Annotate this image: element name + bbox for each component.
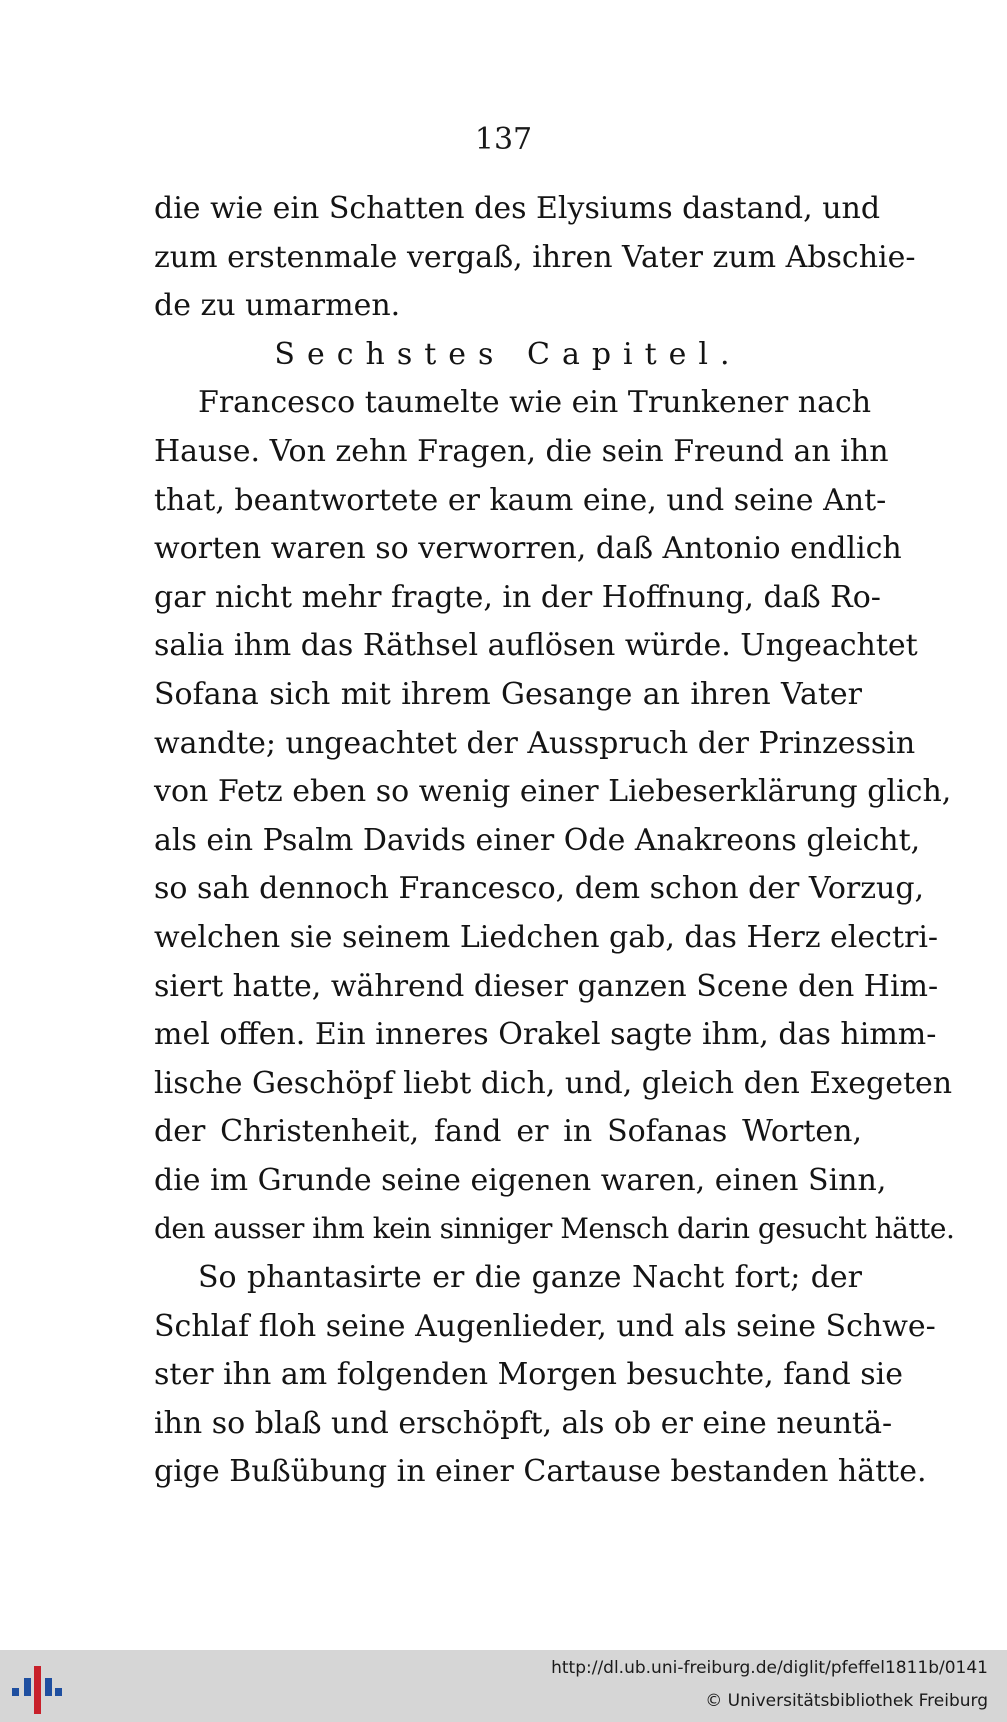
page-number: 137	[474, 122, 533, 157]
text-line: mel offen. Ein inneres Orakel sagte ihm, das himm-	[154, 1017, 937, 1053]
text-line: der Christenheit, fand er in Sofanas Worten,	[154, 1114, 862, 1150]
text-line: salia ihm das Räthsel auflösen würde. Ungeachtet	[154, 628, 918, 664]
text-line: So phantasirte er die ganze Nacht fort; der	[198, 1260, 862, 1296]
page-text	[154, 185, 955, 1497]
copyright-notice: © Universitätsbibliothek Freiburg	[705, 1691, 988, 1711]
text-line: Francesco taumelte wie ein Trunkener nach	[198, 385, 872, 421]
text-line: Schlaf floh seine Augenlieder, und als seine Schwe-	[154, 1308, 936, 1344]
text-line: die wie ein Schatten des Elysiums dastand, und	[154, 191, 881, 226]
text-line: ster ihn am folgenden Morgen besuchte, fand sie	[154, 1357, 903, 1393]
chapter-heading: Sechstes Capitel.	[274, 336, 742, 372]
text-line: that, beantwortete er kaum eine, und seine Ant-	[154, 482, 887, 518]
text-line: so sah dennoch Francesco, dem schon der Vorzug,	[154, 871, 925, 907]
text-line: siert hatte, während dieser ganzen Scene den Him-	[154, 968, 939, 1004]
text-line: die im Grunde seine eigenen waren, einen Sinn,	[154, 1162, 887, 1198]
text-line: ihn so blaß und erschöpft, als ob er eine neuntä-	[154, 1405, 893, 1441]
text-line: lische Geschöpf liebt dich, und, gleich den Exegeten	[154, 1065, 953, 1101]
text-line: worten waren so verworren, daß Antonio endlich	[154, 531, 902, 567]
text-line: den ausser ihm kein sinniger Mensch darin gesucht hätte.	[154, 1212, 955, 1246]
text-line: wandte; ungeachtet der Ausspruch der Prinzessin	[154, 725, 916, 761]
library-logo-icon	[10, 1662, 62, 1716]
text-line: Sofana sich mit ihrem Gesange an ihren Vater	[154, 676, 862, 712]
text-line: zum erstenmale vergaß, ihren Vater zum Abschie-	[154, 239, 916, 275]
text-line: de zu umarmen.	[154, 288, 401, 324]
library-footer	[0, 1650, 1007, 1722]
text-line: als ein Psalm Davids einer Ode Anakreons gleicht,	[154, 822, 921, 858]
text-line: gige Bußübung in einer Cartause bestanden hätte.	[154, 1454, 927, 1490]
source-url-link[interactable]: http://dl.ub.uni-freiburg.de/diglit/pfeffel1811b/0141	[551, 1658, 988, 1678]
text-line: Hause. Von zehn Fragen, die sein Freund an ihn	[154, 433, 889, 469]
text-line: welchen sie seinem Liedchen gab, das Herz electri-	[154, 919, 939, 955]
text-line: gar nicht mehr fragte, in der Hoffnung, daß Ro-	[154, 579, 881, 615]
text-line: von Fetz eben so wenig einer Liebeserklärung glich,	[154, 774, 952, 810]
